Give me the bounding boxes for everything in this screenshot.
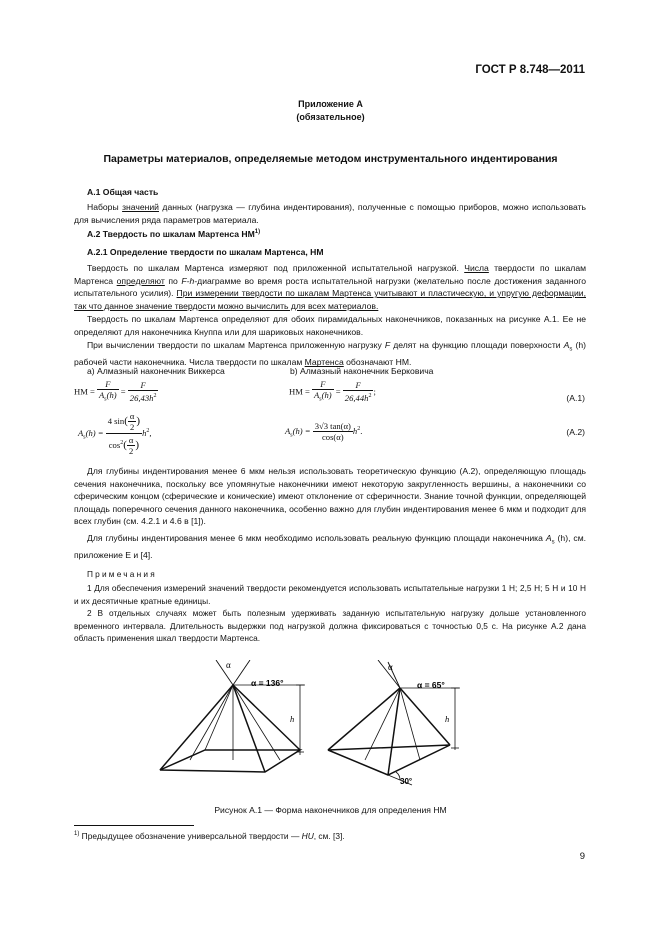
vickers-base xyxy=(160,750,300,772)
footnote-divider xyxy=(74,825,194,826)
numerator: F xyxy=(97,379,119,390)
formula-term: , xyxy=(149,427,152,438)
berkovich-height-label: h xyxy=(445,714,450,724)
figure-caption: Рисунок А.1 — Форма наконечников для определения НМ xyxy=(214,805,447,815)
text-run: обозначают НМ. xyxy=(343,357,412,368)
berkovich-alpha-label: α xyxy=(388,662,393,672)
equation-number-a2: (А.2) xyxy=(566,427,585,437)
fraction xyxy=(106,411,142,457)
equation-number-a1: (А.1) xyxy=(566,393,585,403)
notes-heading: Примечания xyxy=(87,569,157,579)
document-code: ГОСТ Р 8.748—2011 xyxy=(475,64,585,76)
formula-area-berkovich xyxy=(285,421,362,443)
formula-b-label: b) Алмазный наконечник Берковича xyxy=(290,366,434,376)
text-run: (h) рабочей части наконечника. Числа твердости по шкалам xyxy=(74,340,586,368)
depth-paragraph-1: Для глубины индентирования менее 6 мкм нельзя использовать теоретическую функцию (А.2), определяющую площадь сечения наконечника, поскольку все упомянутые наконечники имеют некоторую закругленность вершины, а наконечники со сферическим концом (сферические и конические) имеют отклонение от сферичности. Знание точной функции, определяющей площадь поперечного сечения данного наконечника, особенно важно для глубин индентирования менее 6 мкм и подходит для всех глубин (см. 4.2.1 и 4.6 в [1]). xyxy=(74,466,586,527)
formula-term: 26,44h xyxy=(344,393,369,404)
superscript: 2 xyxy=(146,428,150,435)
formula-term: . xyxy=(360,425,363,436)
heading-text: А.2 Твердость по шкалам Мартенса НМ xyxy=(87,229,255,239)
numerator: 3√3 tan(α) xyxy=(314,421,351,431)
fraction xyxy=(343,380,374,404)
formula-term: 26,43h xyxy=(129,393,154,404)
text-run: -диаграмме во время роста испытательной нагрузки (желательно после достижения заданного испытательного усилия). xyxy=(74,275,586,299)
text-run: , см. [3]. xyxy=(313,831,345,841)
subscript: s xyxy=(290,432,293,439)
text-run: по xyxy=(164,275,182,286)
denominator: 2 xyxy=(129,422,135,432)
formula-term: HM = xyxy=(74,386,95,397)
footnote-ref: 1) xyxy=(254,229,261,236)
vickers-pyramid xyxy=(160,660,305,772)
section-a1-heading: А.1 Общая часть xyxy=(87,187,159,197)
annex-title: Приложение А xyxy=(298,99,363,109)
numerator: α xyxy=(129,411,135,421)
italic-term: F xyxy=(384,340,391,350)
section-a21-paragraph-2: Твердость по шкалам Мартенса определяют для обоих пирамидальных наконечников, показанных на рисунке А.1. Ее не определяют для наконечника Кнуппа или для шариковых наконечников. xyxy=(74,314,586,337)
denominator xyxy=(97,390,119,406)
fraction xyxy=(128,380,159,404)
italic-term: HU xyxy=(301,831,314,841)
formula-term: A xyxy=(314,390,320,400)
page-number: 9 xyxy=(579,851,585,862)
vickers-angle-label: α = 136° xyxy=(251,678,284,688)
text-run: Наборы xyxy=(87,202,123,212)
text-run: твердости по шкалам Мартенса xyxy=(74,263,587,286)
underlined-term: определяют xyxy=(116,275,165,286)
text-run: (h), см. приложение Е и [4]. xyxy=(74,533,586,561)
superscript: 2 xyxy=(153,393,157,400)
vickers-height-label: h xyxy=(290,714,295,724)
formula-term: = xyxy=(120,386,126,397)
formula-term: = xyxy=(335,386,341,397)
note-2: 2 В отдельных случаях может быть полезным удерживать заданную испытательную нагрузку дольше установленного временного интервала. Длительность выдержки под нагрузкой должна фиксироваться с точностью 0,5 с. На рисунке А.2 дана область применения шкал твердости Мартенса. xyxy=(74,608,586,644)
formula-term: (h) = xyxy=(292,425,311,436)
subscript: s xyxy=(319,396,322,403)
text-run: Твердость по шкалам Мартенса измеряют под приложенной испытательной нагрузкой. xyxy=(87,263,465,273)
formula-term: h xyxy=(352,425,358,436)
note-1: 1 Для обеспечения измерений значений твердости рекомендуется использовать испытательные нагрузки 1 Н; 2,5 Н; 5 Н и 10 Н и их десятичные кратные единицы. xyxy=(74,583,586,606)
underlined-term: Мартенса xyxy=(304,357,344,368)
formula-term: (h) = xyxy=(85,427,104,438)
formula-term: A xyxy=(285,425,291,436)
figure-indenters xyxy=(150,660,490,790)
section-a2-heading xyxy=(87,229,260,239)
section-a21-heading: А.2.1 Определение твердости по шкалам Мартенса, НМ xyxy=(87,247,324,257)
annex-header xyxy=(0,98,661,124)
subscript: s xyxy=(83,434,86,441)
formula-term: (h) xyxy=(321,390,332,400)
denominator xyxy=(128,391,159,404)
text-run: При вычислении твердости по шкалам Мартенса приложенную нагрузку xyxy=(87,340,385,350)
formula-term: cos xyxy=(108,439,121,450)
fraction xyxy=(313,421,353,443)
superscript: 2 xyxy=(368,393,372,400)
formula-term: A xyxy=(99,390,105,400)
vickers-alpha-label: α xyxy=(226,660,231,670)
formula-term: HM = xyxy=(289,386,310,397)
italic-term: F-h xyxy=(181,275,195,286)
numerator: F xyxy=(343,380,374,391)
text-run: делят на функцию площади поверхности xyxy=(390,340,564,350)
section-a1-paragraph xyxy=(74,201,586,226)
formula-term: (h) xyxy=(106,390,117,400)
numerator: α xyxy=(128,434,134,445)
formula-term: ; xyxy=(373,386,376,397)
superscript: 2 xyxy=(357,426,361,433)
footnote xyxy=(74,831,345,841)
numerator: F xyxy=(312,379,334,390)
text-run: Для глубины индентирования менее 6 мкм необходимо использовать реальную функцию площади наконечника xyxy=(87,533,546,543)
formula-term: 4 sin xyxy=(107,415,125,426)
formula-term: A xyxy=(78,427,84,438)
section-a21-paragraph-1 xyxy=(74,262,586,312)
text-run: данных (нагрузка — глубина индентирования), полученные с помощью приборов, можно использовать для вычисления ряда параметров материала. xyxy=(74,202,586,225)
text-run: Предыдущее обозначение универсальной твердости — xyxy=(81,831,302,841)
subscript: s xyxy=(551,539,555,546)
formula-term: h xyxy=(142,427,147,438)
footnote-mark: 1) xyxy=(74,831,80,838)
denominator: cos(α) xyxy=(321,432,344,442)
subscript: s xyxy=(104,396,107,403)
fraction xyxy=(97,379,119,406)
section-a21-paragraph-3 xyxy=(74,339,586,369)
numerator: F xyxy=(128,380,159,391)
fraction xyxy=(312,379,334,406)
subscript: s xyxy=(569,346,573,353)
formula-hm-vickers xyxy=(74,379,158,406)
denominator: $\cos^2$( $\frac{\alpha}{2}$ ) xyxy=(108,434,140,456)
underlined-term: Числа xyxy=(464,263,489,273)
depth-paragraph-2 xyxy=(74,532,586,562)
annex-status: (обязательное) xyxy=(296,112,365,122)
denominator: 2 xyxy=(128,445,134,456)
formula-a-label: а) Алмазный наконечник Виккерса xyxy=(87,366,225,376)
berkovich-pyramid xyxy=(328,660,460,785)
superscript: 2 xyxy=(120,440,124,446)
formula-area-vickers xyxy=(78,411,152,457)
berkovich-base-angle-label: 30° xyxy=(400,777,413,786)
formula-hm-berkovich xyxy=(289,379,376,406)
underlined-sentence: При измерении твердости по шкалам Мартенса учитывают и пластическую, и упругую деформации, так что данное значение твердости можно вычислить для всех материалов. xyxy=(74,288,586,311)
underlined-term: значений xyxy=(122,202,159,212)
denominator xyxy=(343,391,374,404)
berkovich-angle-label: α = 65° xyxy=(417,680,445,690)
denominator xyxy=(312,390,334,406)
italic-term: A xyxy=(545,533,552,543)
numerator: 4 sin( $\frac{\alpha}{2}$ ) xyxy=(107,411,141,432)
main-title: Параметры материалов, определяемые методом инструментального индентирования xyxy=(103,153,558,165)
italic-term: A xyxy=(563,340,570,350)
